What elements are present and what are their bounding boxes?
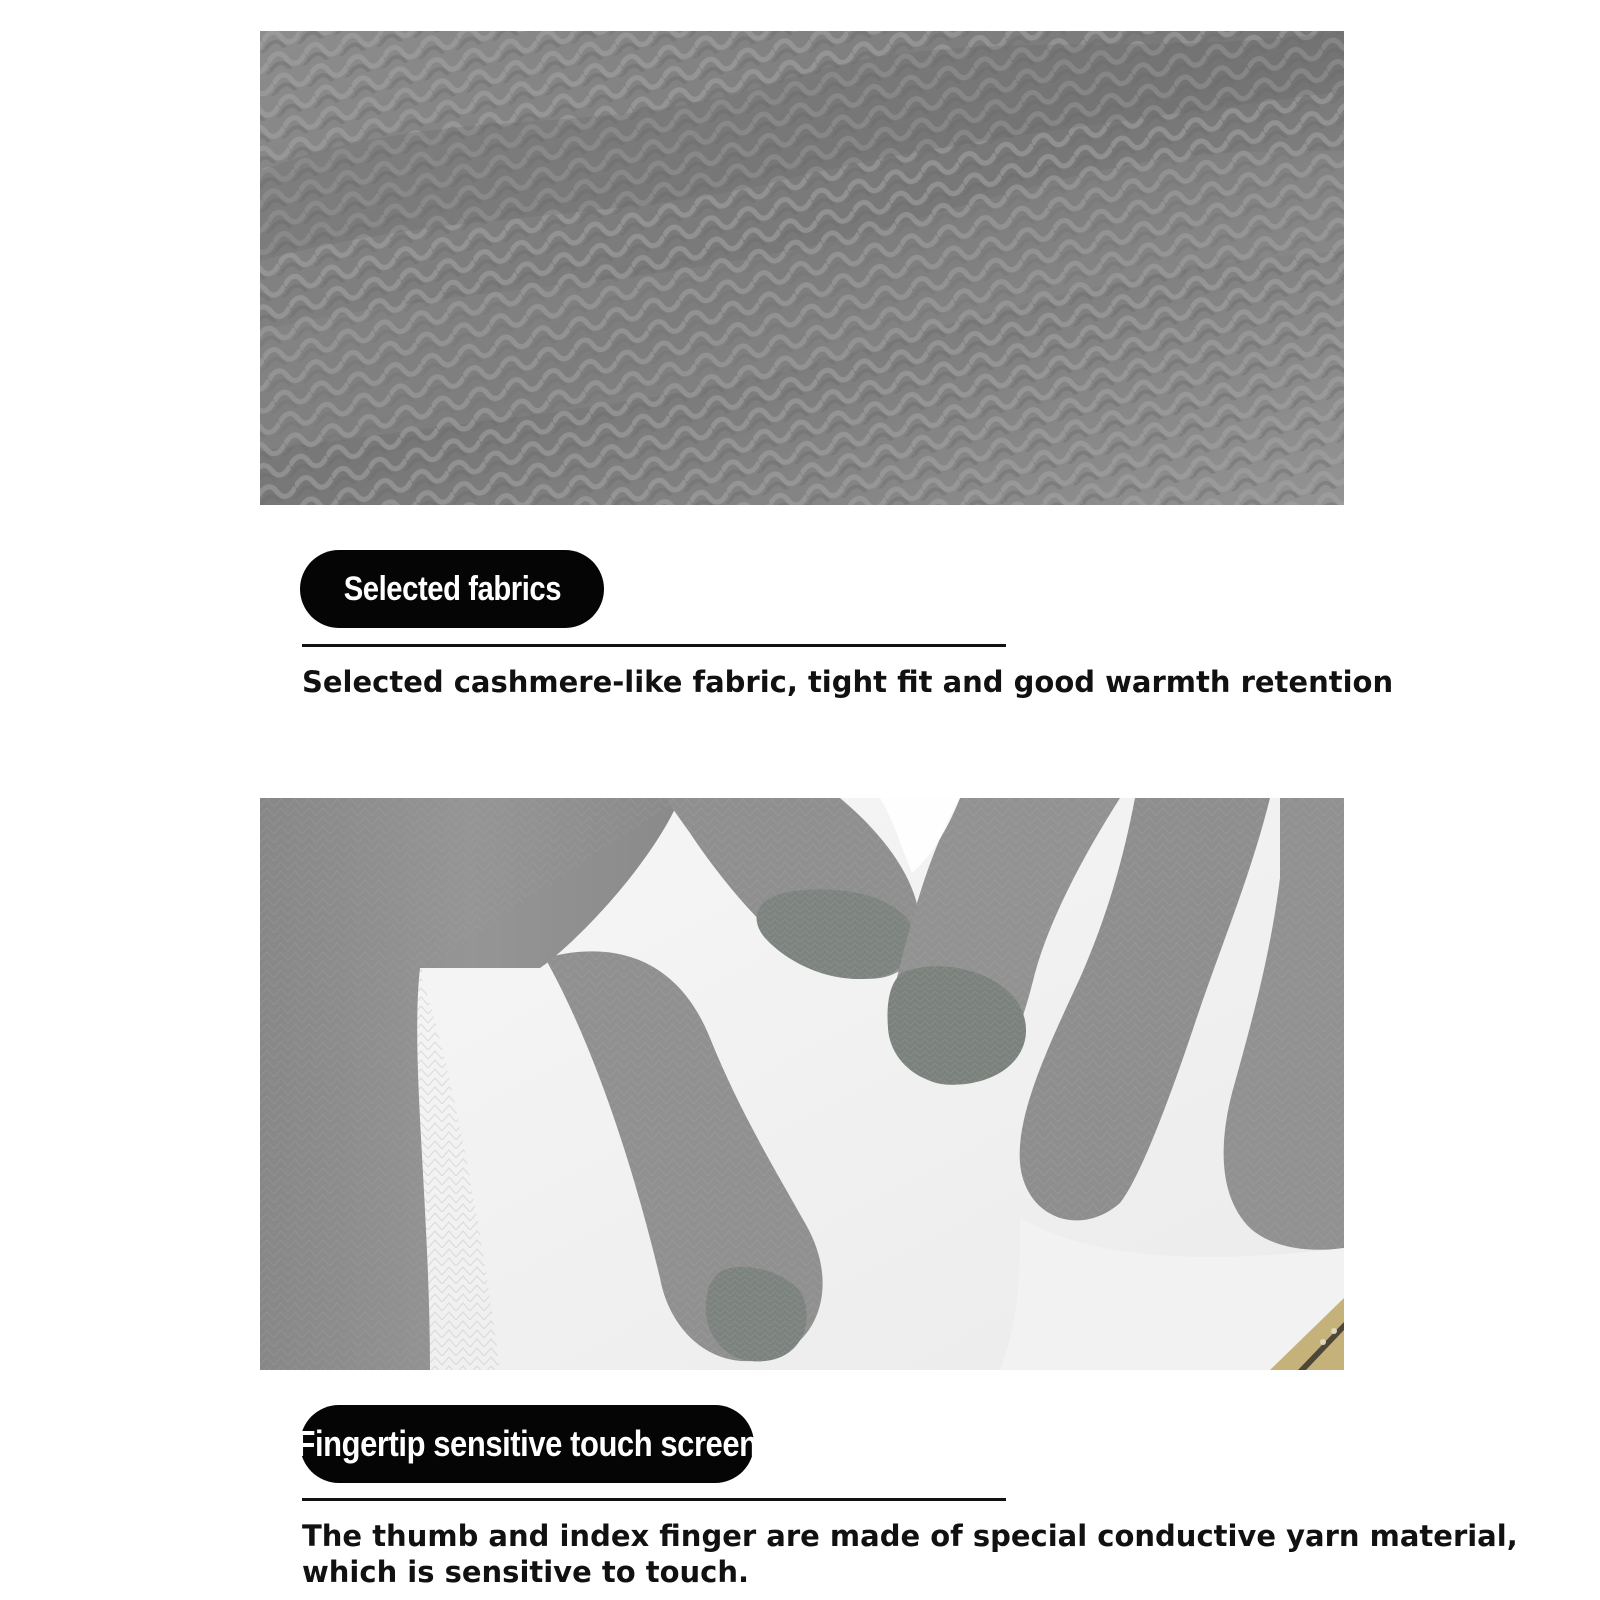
selected-fabrics-heading (300, 550, 604, 628)
section-divider (302, 644, 1006, 647)
glove-fingertips-image (260, 798, 1344, 1370)
selected-fabrics-heading-text: Selected fabrics (343, 569, 561, 608)
touch-screen-heading (296, 1405, 758, 1483)
knit-fabric-image (260, 31, 1344, 505)
touch-screen-description-line-1: The thumb and index finger are made of special conductive yarn material, (302, 1519, 1518, 1553)
fabric-description: Selected cashmere-like fabric, tight fit and good warmth retention (302, 665, 1394, 699)
touch-screen-description (302, 1518, 1518, 1590)
touch-screen-description-line-2: which is sensitive to touch. (302, 1555, 750, 1589)
touch-screen-heading-text: Fingertip sensitive touch screen (296, 1423, 758, 1464)
section-divider (302, 1498, 1006, 1501)
